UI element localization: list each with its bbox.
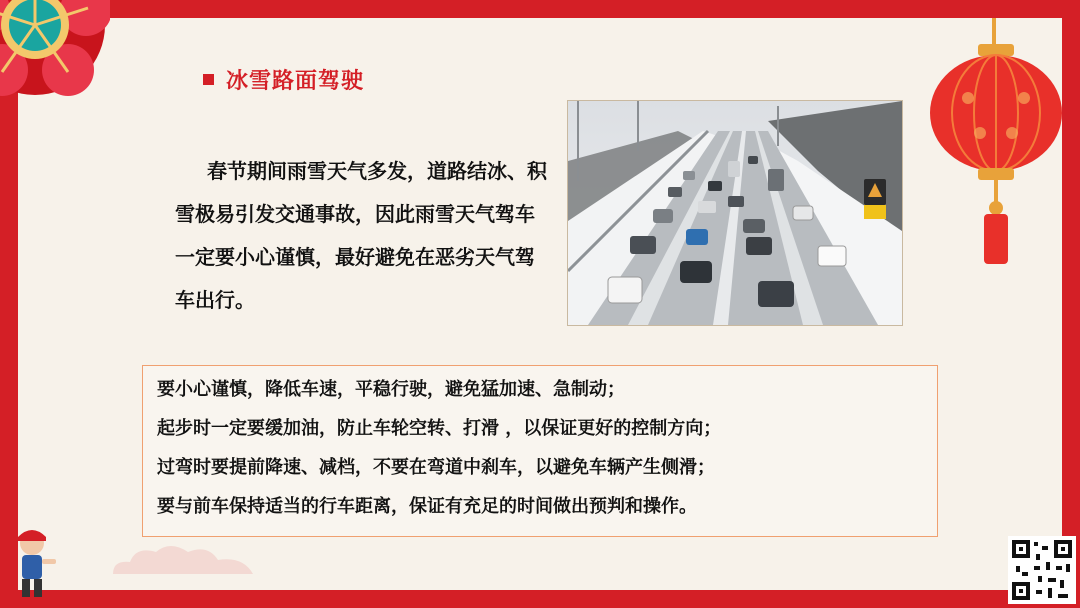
tip-item: 要与前车保持适当的行车距离，保证有充足的时间做出预判和操作。 — [157, 496, 697, 517]
qr-code-icon — [1008, 536, 1076, 604]
section-heading — [203, 64, 364, 95]
heading-title: 冰雪路面驾驶 — [226, 69, 365, 94]
tip-item: 起步时一定要缓加油，防止车轮空转、打滑 ，以保证更好的控制方向； — [157, 418, 722, 439]
driving-tips-box — [142, 365, 938, 537]
mascot-figure-icon — [4, 525, 64, 605]
lantern-icon — [928, 18, 1064, 268]
intro-paragraph: 春节期间雨雪天气多发，道路结冰、积雪极易引发交通事故，因此雨雪天气驾车一定要小心谨慎，最好避免在恶劣天气驾车出行。 — [175, 159, 547, 312]
bullet-square-icon — [203, 74, 214, 85]
tip-item: 要小心谨慎，降低车速，平稳行驶，避免猛加速、急制动； — [157, 379, 625, 400]
tip-item: 过弯时要提前降速、减档，不要在弯道中刹车，以避免车辆产生侧滑； — [157, 457, 715, 478]
flower-ornament-icon — [0, 0, 110, 100]
snowy-highway-photo — [567, 100, 903, 326]
cloud-ornament-icon — [108, 540, 258, 576]
